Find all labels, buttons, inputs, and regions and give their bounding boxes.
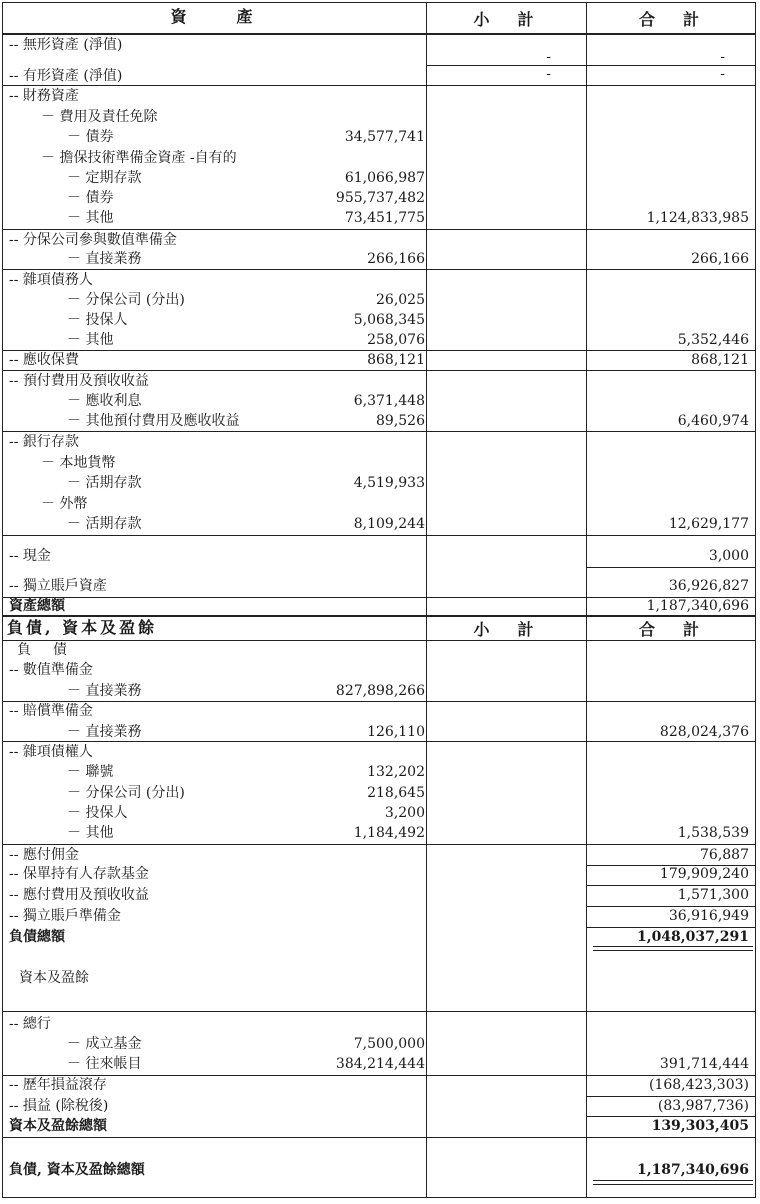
- column-divider-total: [586, 3, 587, 1197]
- row-label: -- 財務資產: [9, 88, 79, 104]
- row-total: 1,571,300: [677, 887, 749, 903]
- row-label: -- 總行: [9, 1016, 51, 1032]
- row-label: － 債券: [67, 129, 114, 145]
- row-label: -- 現金: [9, 548, 51, 564]
- row-label: － 債券: [67, 190, 114, 206]
- row-rule: [3, 741, 755, 742]
- row-subtotal: 5,068,345: [353, 312, 425, 328]
- row-label: － 活期存款: [67, 475, 142, 491]
- row-subtotal: 132,202: [367, 764, 425, 780]
- row-rule: [426, 65, 755, 66]
- liabilities-total-value: 1,048,037,291: [636, 929, 749, 945]
- grand-total-value: 1,187,340,696: [636, 1162, 749, 1178]
- row-label: － 擔保技術準備金資產 -自有的: [41, 150, 237, 166]
- row-subtotal: 4,519,933: [353, 475, 425, 491]
- row-label: 負 債: [17, 642, 71, 658]
- row-label: 資本及盈餘: [19, 970, 89, 986]
- row-total: (168,423,303): [649, 1077, 749, 1093]
- row-total: 266,166: [691, 251, 749, 267]
- row-label: － 其他預付費用及應收收益: [67, 413, 240, 429]
- row-subtotal: 384,214,444: [335, 1056, 425, 1072]
- row-label: － 活期存款: [67, 516, 142, 532]
- row-total: 3,000: [708, 548, 749, 564]
- liabilities-header-rule: [3, 640, 755, 641]
- row-subtotal: -: [546, 49, 551, 65]
- row-subtotal: 61,066,987: [344, 170, 425, 186]
- row-total: 1,538,539: [677, 825, 749, 841]
- liabilities-header-subtotal: 小 計: [473, 620, 540, 639]
- row-rule: [3, 370, 755, 371]
- row-subtotal: 218,645: [367, 785, 425, 801]
- row-label: -- 有形資產 (淨值): [9, 68, 123, 84]
- row-subtotal: 7,500,000: [353, 1036, 425, 1052]
- row-label: － 成立基金: [67, 1036, 142, 1052]
- row-label: － 費用及責任免除: [41, 109, 158, 125]
- row-label: -- 應付費用及預收收益: [9, 887, 149, 903]
- row-subtotal: 26,025: [376, 292, 425, 308]
- row-rule: [3, 597, 755, 598]
- row-subtotal: 73,451,775: [344, 210, 425, 226]
- double-rule: [593, 1180, 753, 1185]
- row-total: (83,987,736): [657, 1098, 749, 1114]
- row-total: 6,460,974: [677, 413, 749, 429]
- assets-header-total: 合 計: [638, 10, 705, 29]
- assets-total-label: 資產總額: [9, 598, 65, 614]
- row-rule: [3, 701, 755, 702]
- row-label: － 聯號: [67, 764, 114, 780]
- grand-total-label: 負債, 資本及盈餘總額: [9, 1162, 145, 1178]
- row-subtotal: 827,898,266: [335, 683, 425, 699]
- row-subtotal: 126,110: [367, 724, 425, 740]
- liabilities-header-title: 負債, 資本及盈餘: [7, 618, 158, 637]
- capital-total-label: 資本及盈餘總額: [9, 1118, 107, 1134]
- row-label: － 外幣: [41, 496, 88, 512]
- row-subtotal: 266,166: [367, 251, 425, 267]
- row-label: － 投保人: [67, 805, 128, 821]
- row-label: -- 銀行存款: [9, 434, 79, 450]
- assets-header-subtotal: 小 計: [473, 10, 540, 29]
- column-divider-subtotal: [426, 3, 427, 1197]
- assets-header-title: 資 產: [170, 7, 259, 26]
- row-total: 868,121: [691, 352, 749, 368]
- row-subtotal: -: [546, 66, 551, 82]
- row-total: 179,909,240: [659, 866, 749, 882]
- liabilities-header-total: 合 計: [638, 620, 705, 639]
- row-label: － 定期存款: [67, 170, 142, 186]
- row-subtotal: 8,109,244: [353, 516, 425, 532]
- row-rule: [3, 229, 755, 230]
- row-subtotal: 3,200: [384, 805, 425, 821]
- assets-total-value: 1,187,340,696: [646, 598, 749, 614]
- row-label: -- 獨立賬戶準備金: [9, 908, 121, 924]
- row-rule: [3, 269, 755, 270]
- row-label: -- 獨立賬戶資產: [9, 578, 107, 594]
- row-label: － 往來帳目: [67, 1056, 142, 1072]
- row-label: － 應收利息: [67, 393, 142, 409]
- row-label: -- 保單持有人存款基金: [9, 866, 149, 882]
- row-label: － 本地貨幣: [41, 455, 116, 471]
- row-total: -: [720, 49, 725, 65]
- row-total: 391,714,444: [659, 1056, 749, 1072]
- row-subtotal: 868,121: [367, 352, 425, 368]
- row-rule: [3, 431, 755, 432]
- row-label: -- 雜項債權人: [9, 744, 93, 760]
- row-subtotal: 6,371,448: [353, 393, 425, 409]
- section-divider: [3, 615, 755, 617]
- row-subtotal: 89,526: [376, 413, 425, 429]
- row-total: 36,916,949: [668, 908, 749, 924]
- row-label: -- 損益 (除稅後): [9, 1098, 109, 1114]
- row-label: -- 預付費用及預收收益: [9, 373, 149, 389]
- row-rule: [3, 535, 755, 536]
- row-total: 1,124,833,985: [646, 210, 749, 226]
- row-label: -- 分保公司參與數值準備金: [9, 232, 177, 248]
- row-label: -- 數值準備金: [9, 662, 93, 678]
- row-total: 12,629,177: [668, 516, 749, 532]
- row-subtotal: 1,184,492: [353, 825, 425, 841]
- row-rule: [586, 567, 755, 568]
- row-label: -- 應付佣金: [9, 847, 79, 863]
- row-subtotal: 955,737,482: [335, 190, 425, 206]
- row-label: － 其他: [67, 210, 114, 226]
- row-label: － 投保人: [67, 312, 128, 328]
- row-label: -- 雜項債務人: [9, 272, 93, 288]
- row-label: － 分保公司 (分出): [67, 292, 185, 308]
- row-label: -- 無形資產 (淨值): [9, 37, 123, 53]
- row-total: 36,926,827: [668, 578, 749, 594]
- row-subtotal: 258,076: [367, 332, 425, 348]
- row-total: 828,024,376: [659, 724, 749, 740]
- assets-header-rule: [3, 33, 755, 35]
- row-label: － 直接業務: [67, 724, 142, 740]
- row-label: － 其他: [67, 332, 114, 348]
- row-label: － 直接業務: [67, 683, 142, 699]
- row-total: 76,887: [700, 847, 749, 863]
- row-rule: [3, 1011, 755, 1012]
- capital-total-value: 139,303,405: [651, 1118, 749, 1134]
- row-total: -: [720, 66, 725, 82]
- row-rule: [3, 1137, 755, 1138]
- liabilities-total-label: 負債總額: [9, 929, 65, 945]
- row-label: -- 賠償準備金: [9, 703, 93, 719]
- row-label: － 分保公司 (分出): [67, 785, 185, 801]
- row-label: -- 歷年損益滾存: [9, 1077, 107, 1093]
- row-rule: [3, 844, 755, 845]
- balance-sheet-table: [2, 2, 756, 1198]
- row-total: 5,352,446: [677, 332, 749, 348]
- row-label: － 直接業務: [67, 251, 142, 267]
- row-label: -- 應收保費: [9, 352, 79, 368]
- row-rule: [3, 1075, 755, 1076]
- row-rule: [3, 85, 755, 86]
- row-subtotal: 34,577,741: [344, 129, 425, 145]
- double-rule: [593, 946, 753, 951]
- row-label: － 其他: [67, 825, 114, 841]
